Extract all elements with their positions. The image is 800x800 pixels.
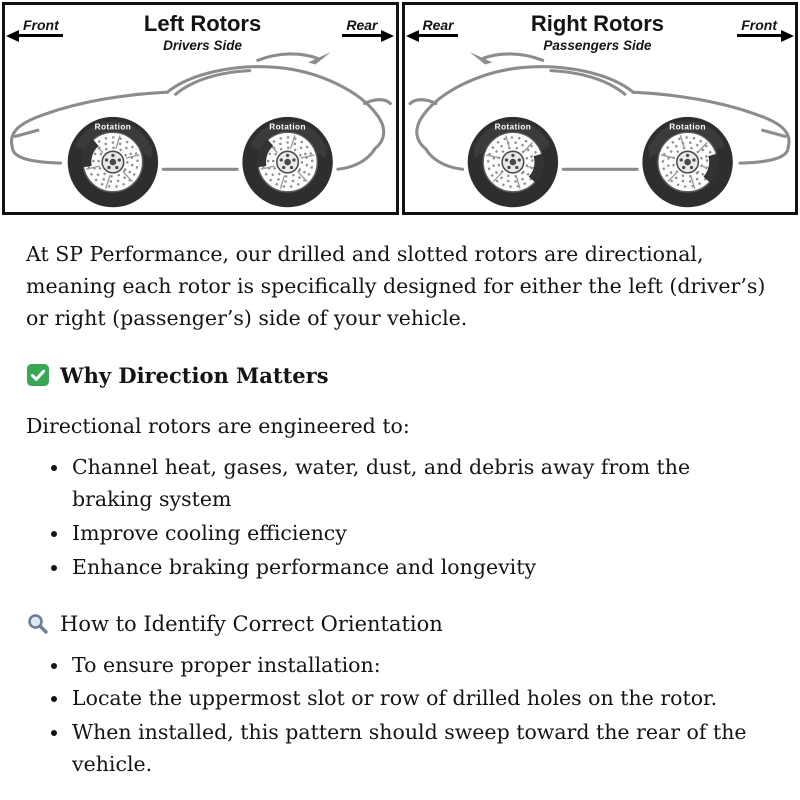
panel-title-text: Right Rotors [530, 11, 665, 36]
list-item: • Locate the uppermost slot or row of drilled holes on the rotor. [70, 683, 772, 715]
front-wheel [642, 117, 732, 207]
right-panel-header [405, 5, 796, 53]
left-panel-title [144, 12, 261, 53]
left-rotors-panel [2, 2, 399, 215]
left-panel-header [5, 5, 396, 53]
section-heading-text: How to Identify Correct Orientation [60, 611, 443, 636]
panel-subtitle-text: Passengers Side [543, 37, 652, 53]
list-item: • Improve cooling efficiency [70, 518, 772, 550]
left-car-illustration [5, 47, 396, 211]
panel-title-text: Left Rotors [143, 11, 262, 36]
list-item: • Channel heat, gases, water, dust, and debris away from the braking system [70, 452, 772, 516]
rotor-direction-diagram [0, 0, 800, 217]
right-car-illustration [405, 47, 796, 211]
section-heading-text: Why Direction Matters [60, 362, 329, 388]
rear-wheel [242, 117, 332, 207]
direction-benefits-list [26, 452, 774, 584]
article-body [0, 239, 800, 782]
rear-direction-arrow: Rear [419, 17, 458, 37]
orientation-steps-list [26, 650, 774, 782]
front-wheel [68, 117, 158, 207]
rear-direction-arrow: Rear [342, 17, 381, 37]
right-rotors-panel [402, 2, 799, 215]
check-icon [26, 363, 50, 387]
front-direction-arrow: Front [19, 17, 63, 37]
panel-subtitle-text: Drivers Side [163, 37, 242, 53]
list-item: • When installed, this pattern should sweep toward the rear of the vehicle. [70, 717, 772, 781]
section-heading-why-direction-matters [26, 363, 774, 388]
magnifier-icon [26, 612, 50, 636]
list-item: • Enhance braking performance and longevity [70, 552, 772, 584]
engineered-to-lead: Directional rotors are engineered to: [26, 413, 410, 438]
right-panel-title [531, 12, 664, 53]
section-heading-identify-orientation [26, 612, 774, 636]
intro-paragraph: At SP Performance, our drilled and slotted rotors are directional, meaning each rotor is specifically designed for either the left (driver’s) or right (passenger’s) side of your vehicle. [26, 241, 766, 330]
front-direction-arrow: Front [737, 17, 781, 37]
list-item: • To ensure proper installation: [70, 650, 772, 682]
rear-wheel [467, 117, 557, 207]
